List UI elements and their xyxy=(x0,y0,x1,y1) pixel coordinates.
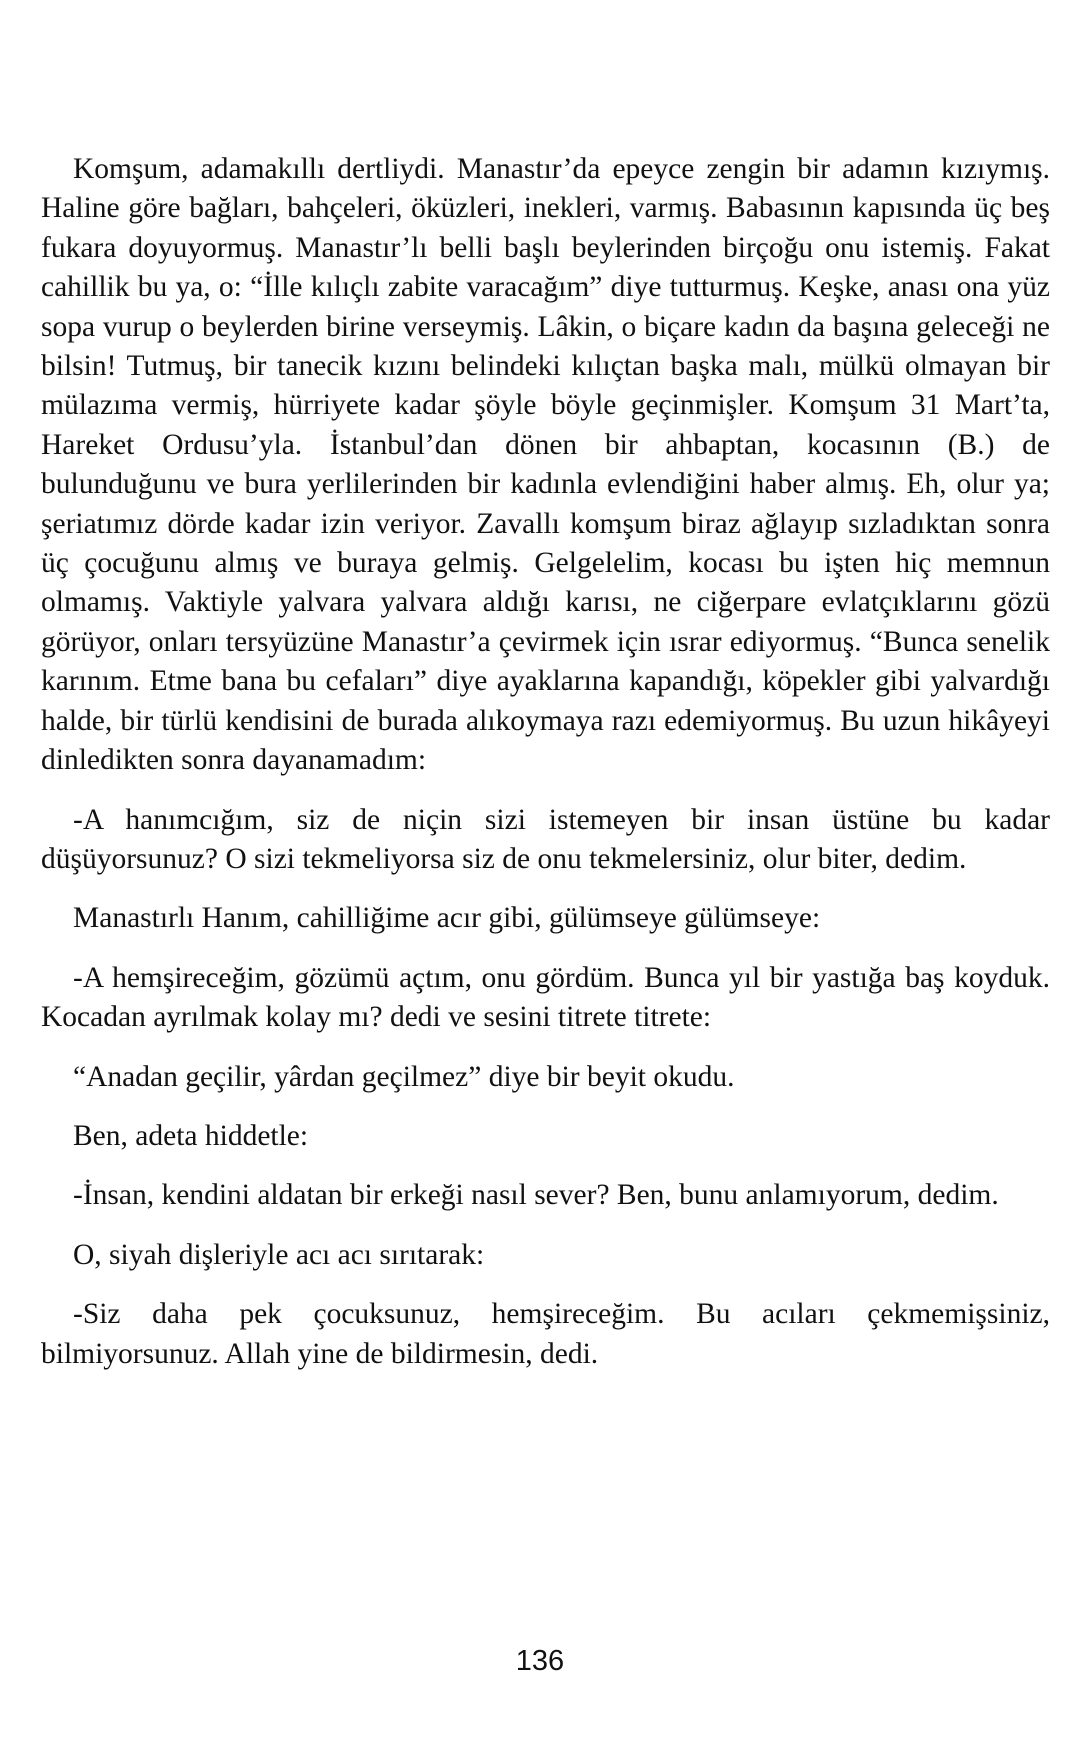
paragraph: -İnsan, kendini aldatan bir erkeği nasıl sever? Ben, bunu anlamıyorum, dedim. xyxy=(73,1179,999,1212)
paragraph: Komşum, adamakıllı dertliydi. Manastır’da epeyce zengin bir adamın kızıymış. Haline göre bağları, bahçeleri, öküzleri, inekleri, varmış. Babasının kapısında üç beş fukara doyuyormuş. Manastır’lı belli başlı beylerinden birçoğu onu istemiş. Fakat cahillik bu ya, o: “İlle kılıçlı zabite varacağım” diye tutturmuş. Keşke, anası ona yüz sopa vurup o beylerden birine verseymiş. Lâkin, o biçare kadın da başına geleceği ne bilsin! Tutmuş, bir tanecik kızını belindeki kılıçtan başka malı, mülkü olmayan bir mülazıma vermiş, hürriyete kadar şöyle böyle geçinmişler. Komşum 31 Mart’ta, Hareket Ordusu’yla. İstanbul’dan dönen bir ahbaptan, kocasının (B.) de bulunduğunu ve bura yerlilerinden bir kadınla evlendiğini haber almış. Eh, olur ya; şeriatımız dörde kadar izin veriyor. Zavallı komşum biraz ağlayıp sızladıktan sonra üç çocuğunu almış ve buraya gelmiş. Gelgelelim, kocası bu işten hiç memnun olmamış. Vaktiyle yalvara yalvara aldığı karısı, ne ciğerpare evlatçıklarını gözü görüyor, onları tersyüzüne Manastır’a çevirmek için ısrar ediyormuş. “Bunca senelik karınım. Etme bana bu cefaları” diye ayaklarına kapandığı, köpekler gibi yalvardığı halde, bir türlü kendisini de burada alıkoymaya razı edemiyormuş. Bu uzun hikâyeyi dinledikten sonra dayanamadım: xyxy=(41,153,1050,777)
paragraph: Manastırlı Hanım, cahilliğime acır gibi, gülümseye gülümseye: xyxy=(73,902,821,935)
page-number: 136 xyxy=(515,1645,565,1677)
paragraph: -A hanımcığım, siz de niçin sizi istemeyen bir insan üstüne bu kadar düşüyorsunuz? O sizi tekmeliyorsa siz de onu tekmelersiniz, olur biter, dedim. xyxy=(41,803,1050,875)
paragraph: -A hemşireceğim, gözümü açtım, onu gördüm. Bunca yıl bir yastığa baş koyduk. Kocadan ayrılmak kolay mı? dedi ve sesini titrete titrete: xyxy=(41,961,1050,1034)
paragraph: -Siz daha pek çocuksunuz, hemşireceğim. Bu acıları çekmemişsiniz, bilmiyorsunuz. Allah yine de bildirmesin, dedi. xyxy=(41,1298,1050,1370)
paragraph: Ben, adeta hiddetle: xyxy=(73,1119,309,1152)
paragraph: “Anadan geçilir, yârdan geçilmez” diye bir beyit okudu. xyxy=(73,1060,735,1093)
page-body xyxy=(41,150,1050,1394)
paragraph: O, siyah dişleriyle acı acı sırıtarak: xyxy=(73,1238,485,1271)
